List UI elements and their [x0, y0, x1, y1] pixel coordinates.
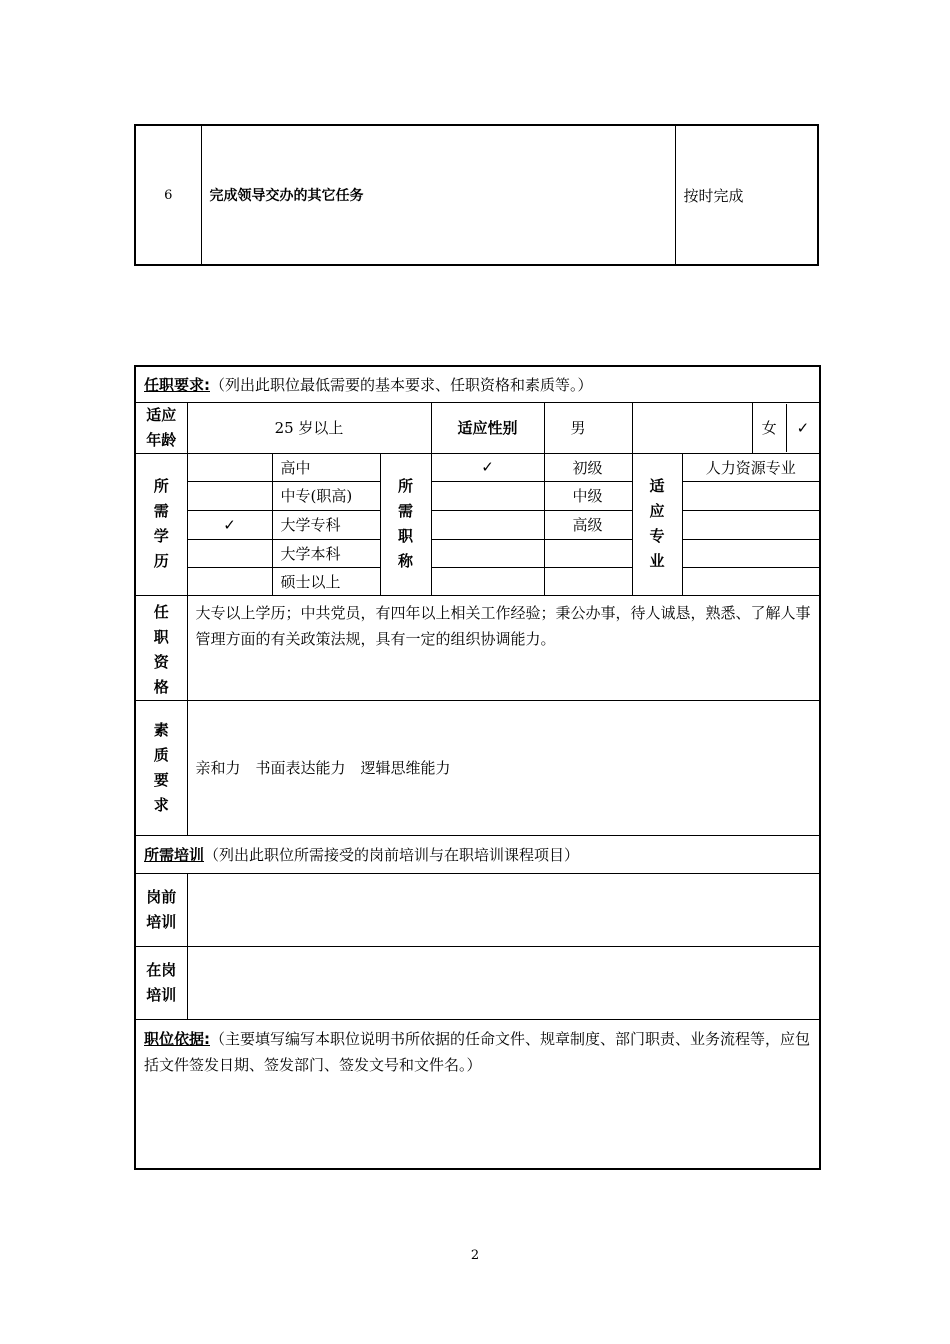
basis-title: 职位依据:: [144, 1029, 210, 1048]
qualification-text: 大专以上学历；中共党员，有四年以上相关工作经验；秉公办事，待人诚恳，熟悉、了解人事管理方面的有关政策法规，具有一定的组织协调能力。: [187, 595, 820, 700]
qualification-label: [135, 595, 187, 700]
gender-male-mark: [632, 402, 752, 453]
education-label: [135, 453, 187, 595]
title-label: [380, 453, 431, 595]
major-label: [632, 453, 682, 595]
education-mark: [187, 481, 272, 510]
onjob-training-value: [187, 946, 820, 1019]
basis-section: [135, 1019, 820, 1169]
duty-row: [135, 125, 818, 265]
gender-female: 女: [753, 404, 787, 452]
page-number: 2: [470, 1248, 480, 1263]
education-level: 大学专科: [272, 510, 380, 539]
requirements-title: 任职要求:: [144, 375, 210, 394]
title-label-text: 所需职称: [397, 477, 413, 570]
education-mark: [187, 453, 272, 481]
education-level: 高中: [272, 453, 380, 481]
duty-table: [134, 124, 819, 266]
quality-label-text: 素质要求: [153, 720, 169, 814]
title-level: 中级: [544, 481, 632, 510]
education-label-text: 所需学历: [153, 477, 169, 570]
duty-standard: 按时完成: [675, 125, 818, 265]
training-header: [135, 835, 820, 873]
major-item: [682, 510, 820, 539]
education-mark: ✓: [187, 510, 272, 539]
title-mark: ✓: [431, 453, 544, 481]
education-mark: [187, 567, 272, 595]
education-mark: [187, 539, 272, 567]
onjob-training-label: [135, 946, 187, 1019]
requirements-note: （列出此职位最低需要的基本要求、任职资格和素质等。）: [210, 375, 593, 394]
gender-female-mark: ✓: [796, 418, 810, 437]
title-level: 高级: [544, 510, 632, 539]
major-item: 人力资源专业: [682, 453, 820, 481]
age-value: 25 岁以上: [187, 402, 431, 453]
title-level: [544, 567, 632, 595]
major-label-text: 适应专业: [649, 477, 665, 570]
requirements-table: [134, 365, 821, 1170]
training-title: 所需培训: [144, 845, 205, 864]
pre-training-value: [187, 873, 820, 946]
title-mark: [431, 539, 544, 567]
education-level: 大学本科: [272, 539, 380, 567]
gender-male: 男: [544, 402, 632, 453]
basis-note: （主要填写编写本职位说明书所依据的任命文件、规章制度、部门职责、业务流程等，应包括文件签发日期、签发部门、签发文号和文件名。）: [144, 1029, 811, 1074]
major-item: [682, 481, 820, 510]
title-mark: [431, 481, 544, 510]
education-level: 硕士以上: [272, 567, 380, 595]
gender-label: 适应性别: [431, 402, 544, 453]
title-mark: [431, 510, 544, 539]
onjob-training-label-text: 在岗培训: [146, 960, 177, 1004]
education-level: 中专(职高): [272, 481, 380, 510]
major-item: [682, 567, 820, 595]
quality-label: [135, 700, 187, 835]
duty-task: 完成领导交办的其它任务: [201, 125, 675, 265]
qualification-label-text: 任职资格: [153, 602, 169, 696]
title-mark: [431, 567, 544, 595]
title-level: 初级: [544, 453, 632, 481]
pre-training-label: [135, 873, 187, 946]
duty-index: 6: [135, 125, 201, 265]
training-note: （列出此职位所需接受的岗前培训与在职培训课程项目）: [204, 845, 580, 864]
major-item: [682, 539, 820, 567]
quality-text: 亲和力 书面表达能力 逻辑思维能力: [187, 700, 820, 835]
pre-training-label-text: 岗前培训: [146, 887, 177, 931]
requirements-header: [135, 366, 820, 402]
title-level: [544, 539, 632, 567]
age-label: 适应年龄: [135, 402, 187, 453]
